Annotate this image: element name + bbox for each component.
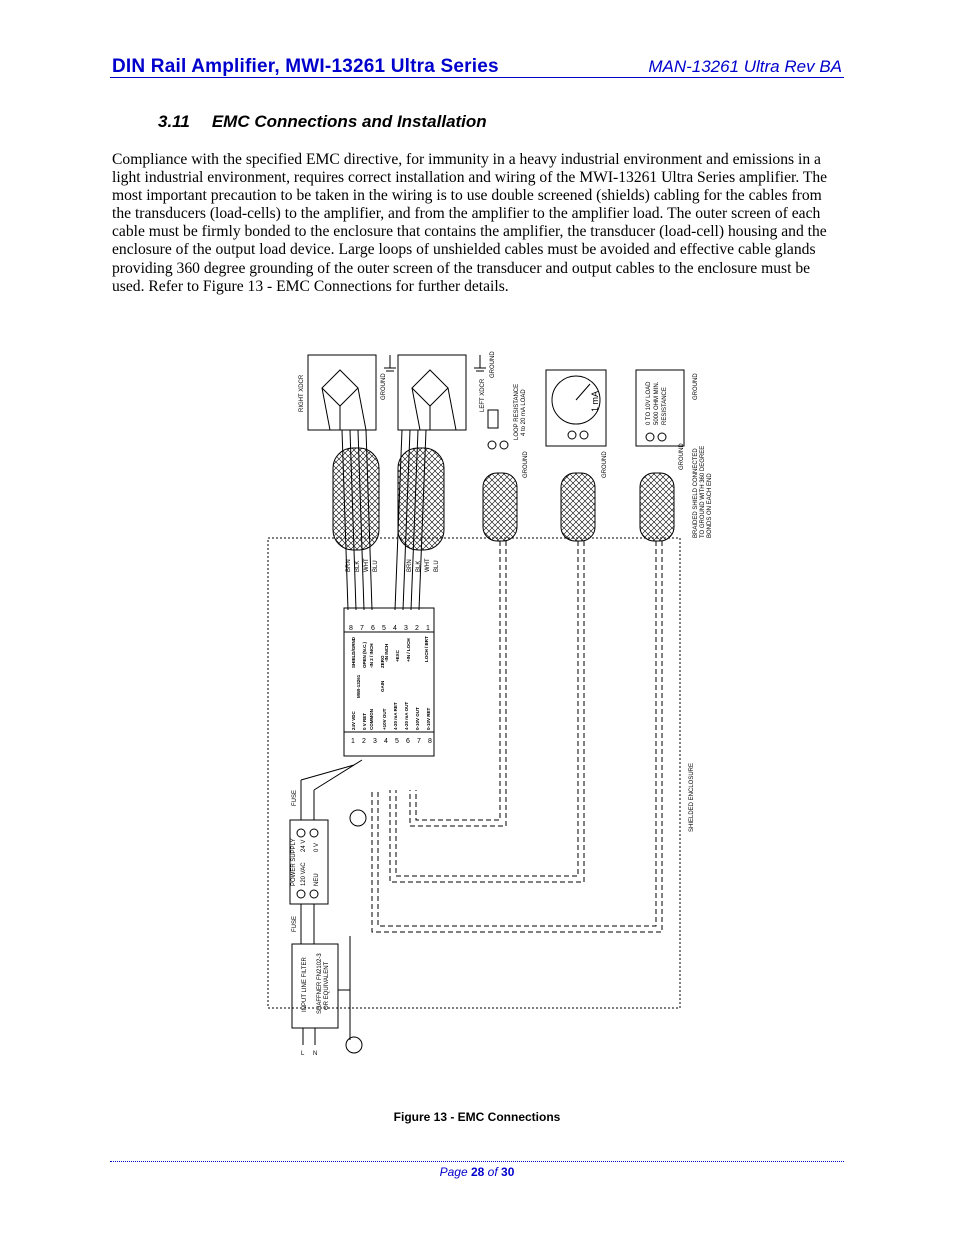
footer-of: of	[487, 1165, 498, 1179]
line-l-label: L	[301, 1051, 305, 1057]
wire-color-blk-right: BLK	[355, 560, 361, 572]
amp-right-label-1: 24V VDC	[351, 711, 356, 730]
fuse-label-bottom: FUSE	[292, 915, 298, 932]
amp-right-label-8: 0-10V RET	[426, 707, 431, 730]
load-label-2: 5000 OHM MIN.	[654, 381, 660, 425]
ground-label-meter: GROUND	[602, 451, 608, 478]
terminal-top-3: 3	[404, 625, 408, 632]
page-footer	[0, 1165, 954, 1179]
terminal-top-4: 4	[393, 625, 397, 632]
footer-page-number: 28	[470, 1165, 485, 1179]
braided-shield-label-1: BRAIDED SHIELD CONNECTED	[693, 448, 699, 538]
loop-resistance-sublabel: 4 to 20 mA LOAD	[521, 389, 527, 436]
body-paragraph: Compliance with the specified EMC directive, for immunity in a heavy industrial environment and emissions in a light industrial environment, requires correct installation and wiring of the MWI-13261 Ultra Series amplifier. The most important precaution to be taken in the wiring is to use double screened (shields) cabling for the cables from the transducers (load-cells) to the amplifier, and from the amplifier to the amplifier load. The outer screen of each cable must be firmly bonded to the enclosure that contains the amplifier, the transducer (load-cell) housing and the enclosure of the output load device. Large loops of unshielded cables must be avoided and effective cable glands providing 360 degree grounding of the outer screen of the transducer and output cables to the enclosure must be used. Refer to Figure 13 - EMC Connections for further details.	[112, 151, 828, 295]
wire-color-blu-right: BLU	[373, 560, 379, 572]
terminal-bottom-4: 4	[384, 738, 388, 745]
amp-left-label-1: SHIELD/GRND	[351, 636, 356, 668]
right-xdcr-label: RIGHT XDCR	[299, 374, 305, 412]
amp-left-label-2: OPEN (N.C.)	[362, 641, 367, 668]
ps-0v-label: 0 V	[314, 842, 320, 852]
left-cable-shield	[398, 448, 444, 550]
amp-zero-label: ZERO	[380, 655, 385, 668]
document-title: DIN Rail Amplifier, MWI-13261 Ultra Series	[112, 56, 499, 77]
ground-label-loop: GROUND	[523, 451, 529, 478]
amp-left-label-7: LOCH / BRT	[424, 636, 429, 662]
right-cable-shield	[333, 448, 379, 550]
ground-label-right: GROUND	[381, 373, 387, 400]
left-transducer-box	[398, 355, 466, 430]
terminal-bottom-1: 1	[351, 738, 355, 745]
terminal-bottom-6: 6	[406, 738, 410, 745]
terminal-top-6: 6	[371, 625, 375, 632]
amp-gain-label: GAIN	[380, 680, 385, 692]
voltage-load-box	[636, 370, 684, 446]
shielded-enclosure-label: SHIELDED ENCLOSURE	[689, 762, 695, 832]
amp-left-label-5: +EXC	[395, 650, 400, 662]
ground-label-left: GROUND	[490, 351, 496, 378]
braided-shield-label-2: TO GROUND WITH 360 DEGREE	[700, 445, 706, 538]
footer-page-prefix: Page	[439, 1165, 468, 1179]
terminal-top-8: 8	[349, 625, 353, 632]
footer-total-pages: 30	[501, 1165, 515, 1179]
meter-label: 1 mA	[590, 390, 600, 412]
ground-label-load-bottom: GROUND	[679, 443, 685, 470]
terminal-bottom-8: 8	[428, 738, 432, 745]
amp-model-label: MWI-13261	[356, 674, 361, 698]
shielded-enclosure	[268, 538, 680, 1008]
section-title: EMC Connections and Installation	[211, 112, 487, 131]
amp-right-label-2: 0 V RET	[362, 712, 367, 730]
terminal-top-2: 2	[415, 625, 419, 632]
terminal-bottom-7: 7	[417, 738, 421, 745]
figure-caption: Figure 13 - EMC Connections	[393, 1110, 561, 1124]
ps-24v-label: 24 V	[301, 839, 307, 852]
document-reference: MAN-13261 Ultra Rev BA	[648, 57, 842, 76]
wire-color-wht-left: WHT	[425, 558, 431, 572]
amp-right-label-5: 4-20 mA RET	[393, 702, 398, 730]
input-filter-label-1: INPUT LINE FILTER	[302, 957, 308, 1012]
amp-right-label-6: 4-20 mA OUT	[404, 701, 409, 730]
power-supply-label: POWER SUPPLY	[291, 838, 297, 886]
wire-color-blu-left: BLU	[434, 560, 440, 572]
wire-color-blk-left: BLK	[416, 560, 422, 572]
ps-neu-label: NEU	[314, 873, 320, 886]
amp-left-label-3: -IN 2 / INCH	[369, 643, 374, 668]
terminal-bottom-5: 5	[395, 738, 399, 745]
input-line-filter-box	[292, 944, 338, 1028]
footer-divider	[110, 1161, 844, 1162]
fuse-label-top: FUSE	[292, 789, 298, 806]
input-filter-label-2: SHAFFNER FN2102-3	[317, 953, 323, 1014]
wire-color-wht-right: WHT	[364, 558, 370, 572]
right-transducer-box	[308, 355, 376, 430]
terminal-bottom-3: 3	[373, 738, 377, 745]
input-filter-label-3: OR EQUIVALENT	[324, 961, 330, 1010]
terminal-top-5: 5	[382, 625, 386, 632]
load-label-3: RESISTANCE	[662, 387, 668, 425]
amp-right-label-3: COMMON	[369, 709, 374, 730]
ground-label-load: GROUND	[693, 373, 699, 400]
terminal-top-1: 1	[426, 625, 430, 632]
wire-color-brn-right: BRN	[346, 559, 352, 572]
wire-color-brn-left: BRN	[407, 559, 413, 572]
amp-left-label-6: +IN / LOCH	[406, 638, 411, 662]
load-label-1: 0 TO 10V LOAD	[646, 381, 652, 425]
left-xdcr-label: LEFT XDCR	[480, 378, 486, 412]
amp-left-label-4: -IN INCH	[384, 643, 389, 662]
line-n-label: N	[313, 1051, 318, 1057]
terminal-bottom-2: 2	[362, 738, 366, 745]
amp-right-label-4: +10V OUT	[382, 708, 387, 730]
loop-resistance-label: LOOP RESISTANCE	[514, 383, 520, 440]
amp-right-label-7: 0-10V OUT	[415, 707, 420, 730]
braided-shield-label-3: BONDS ON EACH END	[707, 473, 713, 538]
terminal-top-7: 7	[360, 625, 364, 632]
section-number: 3.11	[158, 112, 190, 131]
ps-120vac-label: 120 VAC	[301, 862, 307, 886]
